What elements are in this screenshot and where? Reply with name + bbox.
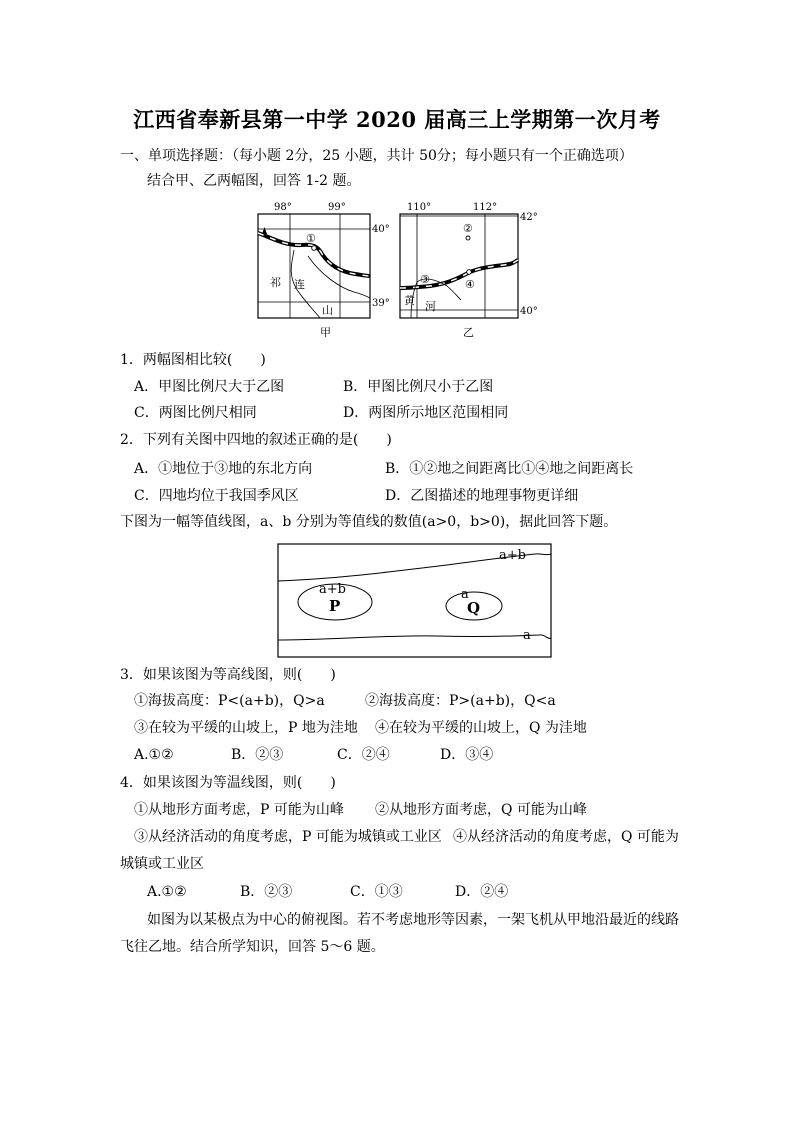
q2-option-b: B．①②地之间距离比①④地之间距离长	[385, 461, 634, 477]
q4-stem: 4．如果该图为等温线图，则( )	[120, 775, 336, 791]
q3-option-b: B．②③	[231, 747, 284, 763]
map-yi-lon-112: 112°	[473, 202, 498, 213]
q1-option-a: A．甲图比例尺大于乙图	[134, 379, 285, 395]
contour-bottom-label: a	[523, 628, 531, 643]
contour-diagram	[277, 543, 553, 660]
map-jia-lat-40: 40°	[372, 224, 390, 235]
section-heading: 一、单项选择题：（每小题 2分，25 小题，共计 50分；每小题只有一个正确选项）	[120, 148, 633, 164]
map-jia-point-1	[312, 246, 317, 251]
q4-option-c: C．①③	[350, 884, 403, 900]
page-title: 江西省奉新县第一中学 2020 届高三上学期第一次月考	[133, 107, 661, 132]
map-jia-lat-39: 39°	[372, 298, 390, 309]
map-jia-lon-99: 99°	[328, 202, 346, 213]
q2-option-c: C．四地均位于我国季风区	[134, 488, 299, 504]
map-yi-caption: 乙	[463, 326, 474, 339]
map-jia-lon-98: 98°	[274, 202, 292, 213]
q4-option-b: B．②③	[240, 884, 293, 900]
contour-top-label: a+b	[499, 548, 526, 563]
contour-p-value: a+b	[319, 582, 346, 597]
intro-text-2: 下图为一幅等值线图，a、b 分别为等值线的数值(a>0，b>0)，据此回答下题。	[120, 514, 618, 530]
contour-q-value: a	[461, 587, 469, 602]
map-yi-label-he: 河	[425, 300, 436, 313]
contour-p-name: P	[329, 597, 341, 615]
q1-option-d: D．两图所示地区范围相同	[343, 405, 509, 421]
q2-option-a: A．①地位于③地的东北方向	[134, 461, 313, 477]
q4-statement-2: ②从地形方面考虑，Q 可能为山峰	[375, 802, 587, 818]
contour-q-name: Q	[467, 599, 481, 617]
q2-option-d: D．乙图描述的地理事物更详细	[385, 488, 579, 504]
map-jia-boundary	[308, 256, 370, 298]
map-yi-lon-110: 110°	[407, 202, 432, 213]
map-jia	[250, 196, 400, 342]
q1-option-b: B．甲图比例尺小于乙图	[343, 379, 494, 395]
map-jia-caption: 甲	[320, 326, 331, 339]
map-yi-label-huang: 黄	[404, 294, 415, 307]
q1-option-c: C．两图比例尺相同	[134, 405, 257, 421]
q3-option-a: A.①②	[134, 747, 174, 763]
q3-stem: 3．如果该图为等高线图，则( )	[120, 667, 336, 683]
q3-statement-1: ①海拔高度：P<(a+b)，Q>a	[134, 693, 325, 709]
map-yi	[395, 196, 545, 342]
map-yi-lat-42: 42°	[520, 212, 538, 223]
map-jia-marker-1: ①	[306, 232, 316, 245]
intro-text-3: 如图为以某极点为中心的俯视图。若不考虑地形等因素，一架飞机从甲地沿最近的线路	[147, 912, 679, 928]
q3-statement-2: ②海拔高度：P>(a+b)，Q<a	[365, 693, 556, 709]
q3-option-c: C．②④	[337, 747, 390, 763]
q4-option-d: D．②④	[455, 884, 509, 900]
q4-statement-1: ①从地形方面考虑，P 可能为山峰	[134, 802, 344, 818]
map-yi-marker-4: ④	[465, 278, 475, 291]
map-yi-point-2	[466, 236, 470, 240]
map-jia-label-lian: 连	[294, 278, 305, 291]
q1-stem: 1．两幅图相比较( )	[120, 352, 266, 368]
map-jia-peak-icon	[262, 227, 267, 234]
q3-statement-4: ④在较为平缓的山坡上，Q 为洼地	[375, 720, 587, 736]
map-yi-marker-2: ②	[463, 222, 473, 235]
intro-text-3-continued: 飞往乙地。结合所学知识，回答 5～6 题。	[120, 939, 385, 955]
q2-stem: 2．下列有关图中四地的叙述正确的是( )	[120, 432, 392, 448]
q4-statement-3: ③从经济活动的角度考虑，P 可能为城镇或工业区	[134, 829, 442, 845]
q4-statement-4: ④从经济活动的角度考虑，Q 可能为	[453, 829, 679, 845]
map-yi-railway	[400, 260, 518, 288]
q4-option-a: A.①②	[147, 884, 187, 900]
map-jia-label-qi: 祁	[270, 276, 281, 289]
q3-option-d: D．③④	[440, 747, 494, 763]
map-yi-point-4	[467, 270, 472, 275]
map-jia-label-shan: 山	[322, 304, 333, 317]
intro-text-1: 结合甲、乙两幅图，回答 1-2 题。	[147, 173, 361, 189]
contour-line-bottom	[278, 635, 551, 640]
map-yi-marker-3: ③	[420, 273, 430, 286]
q4-statement-4-continued: 城镇或工业区	[120, 856, 204, 872]
map-yi-lat-40: 40°	[520, 306, 538, 317]
q3-statement-3: ③在较为平缓的山坡上，P 地为洼地	[134, 720, 358, 736]
